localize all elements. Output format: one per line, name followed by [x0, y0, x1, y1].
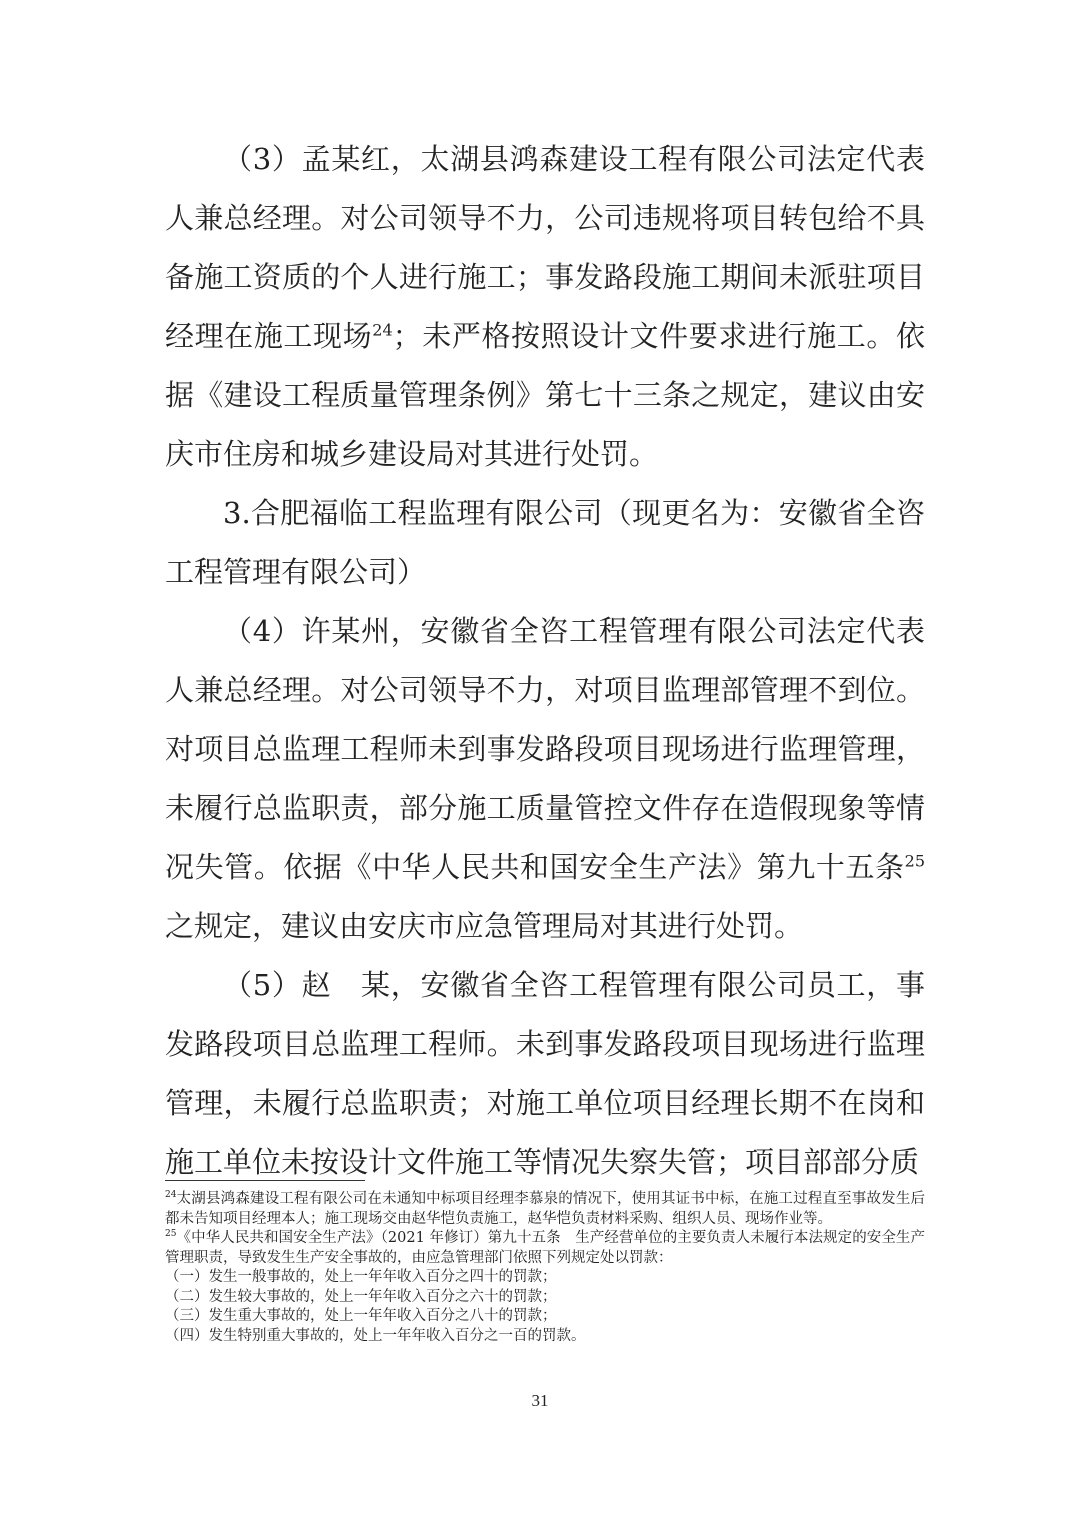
section-heading-supervision-company: 3.合肥福临工程监理有限公司（现更名为：安徽省全咨工程管理有限公司） — [165, 496, 925, 589]
footnote-divider — [165, 1180, 365, 1181]
footnote-25-item-2: （二）发生较大事故的，处上一年年收入百分之六十的罚款； — [165, 1288, 557, 1305]
footnote-25-item-3: （三）发生重大事故的，处上一年年收入百分之八十的罚款； — [165, 1308, 557, 1324]
footnote-25-item-4: （四）发生特别重大事故的，处上一年年收入百分之一百的罚款。 — [165, 1327, 586, 1344]
footnote-24 — [165, 1190, 925, 1229]
paragraph-zhao: （5）赵 某，安徽省全咨工程管理有限公司员工，事发路段项目总监理工程师。未到事发路段项目现场进行监理管理，未履行总监职责；对施工单位项目经理长期不在岗和施工单位未按设计文件施工等情况失察失管；项目部部分质 — [165, 968, 925, 1179]
footnotes — [165, 1190, 925, 1346]
footnote-25-items — [165, 1268, 925, 1346]
paragraph-xu-text-b: 之规定，建议由安庆市应急管理局对其进行处罚。 — [165, 909, 804, 943]
page-number: 31 — [531, 1391, 549, 1410]
footnote-25-mark: 25 — [165, 1229, 177, 1240]
footnote-24-mark: 24 — [165, 1190, 177, 1201]
body-text — [165, 130, 925, 1192]
footnote-24-text: 太湖县鸿森建设工程有限公司在未通知中标项目经理李慕泉的情况下，使用其证书中标，在施工过程直至事故发生后都未告知项目经理本人；施工现场交由赵华恺负责施工，赵华恺负责材料采购、组织人员、现场作业等。 — [165, 1191, 925, 1227]
footnote-ref-25[interactable]: 25 — [904, 851, 925, 871]
paragraph-meng-text-a: （3）孟某红，太湖县鸿森建设工程有限公司法定代表人兼总经理。对公司领导不力，公司违规将项目转包给不具备施工资质的个人进行施工；事发路段施工期间未派驻项目经理在施工现场 — [165, 142, 925, 353]
paragraph-meng-text-b: ；未严格按照设计文件要求进行施工。依据《建设工程质量管理条例》第七十三条之规定，建议由安庆市住房和城乡建设局对其进行处罚。 — [165, 319, 925, 471]
footnote-25 — [165, 1229, 925, 1268]
paragraph-xu-text-a: （4）许某州，安徽省全咨工程管理有限公司法定代表人兼总经理。对公司领导不力，对项目监理部管理不到位。对项目总监理工程师未到事发路段项目现场进行监理管理，未履行总监职责，部分施工质量管控文件存在造假现象等情况失管。依据《中华人民共和国安全生产法》第九十五条 — [165, 614, 925, 884]
footnote-ref-24[interactable]: 24 — [372, 320, 393, 340]
paragraph-meng — [165, 130, 925, 484]
footnote-25-item-1: （一）发生一般事故的，处上一年年收入百分之四十的罚款； — [165, 1269, 557, 1285]
footnote-25-text: 《中华人民共和国安全生产法》（2021 年修订）第九十五条 生产经营单位的主要负责人未履行本法规定的安全生产管理职责，导致发生生产安全事故的，由应急管理部门依照下列规定处以罚款： — [165, 1230, 925, 1266]
paragraph-xu — [165, 602, 925, 956]
